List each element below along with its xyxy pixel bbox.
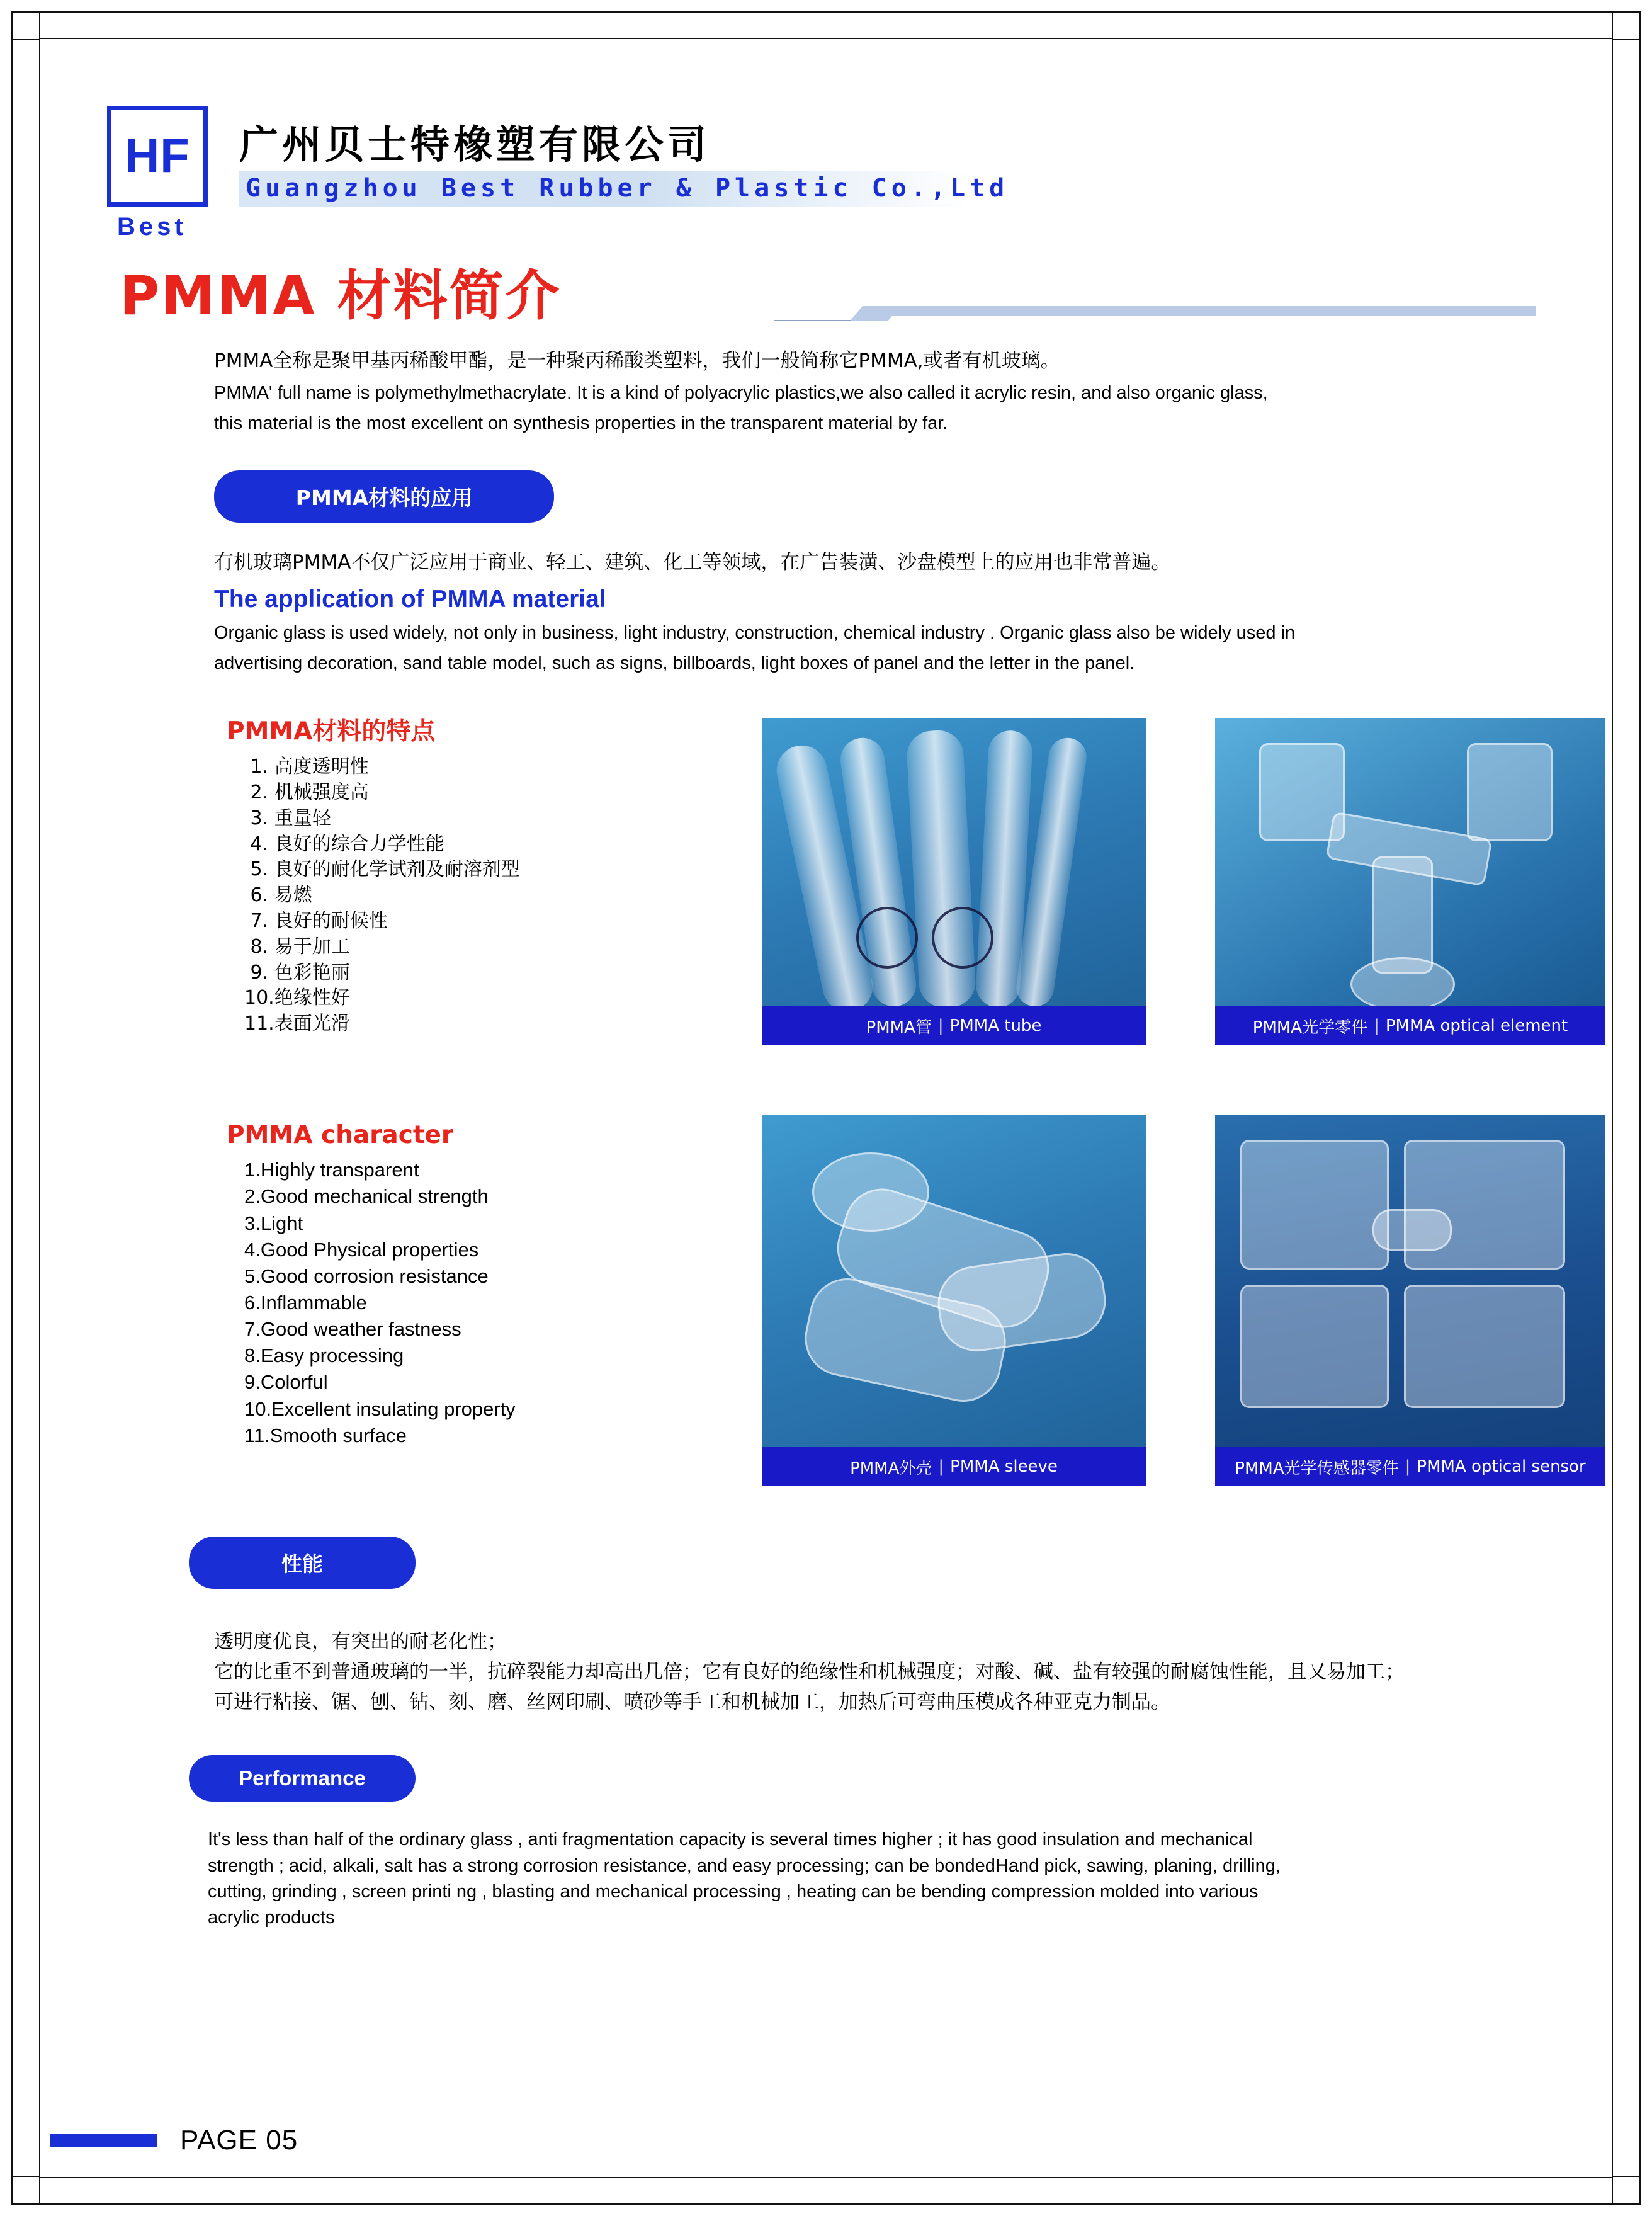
list-item: 6. 易燃 bbox=[244, 884, 312, 907]
caption-divider-icon: | bbox=[937, 1016, 944, 1036]
photo-caption bbox=[762, 1447, 1146, 1486]
list-item: 9.Colorful bbox=[244, 1371, 328, 1394]
performance-en-line4: acrylic products bbox=[208, 1907, 335, 1928]
list-item: 5.Good corrosion resistance bbox=[244, 1264, 489, 1287]
product-photo-pmma-tube bbox=[762, 718, 1146, 1045]
list-item: 4. 良好的综合力学性能 bbox=[244, 832, 444, 855]
photo-caption-en: PMMA optical sensor bbox=[1417, 1457, 1586, 1477]
photo-caption-en: PMMA optical element bbox=[1385, 1016, 1568, 1036]
crop-mark-bottom-right bbox=[1612, 2176, 1641, 2205]
logo-subtitle: Best bbox=[117, 213, 187, 241]
character-list-en bbox=[227, 1157, 718, 1449]
photo-caption-cn: PMMA外壳 bbox=[850, 1458, 932, 1478]
photo-caption bbox=[762, 1006, 1146, 1045]
crop-mark-top-right bbox=[1612, 11, 1641, 40]
list-item: 6.Inflammable bbox=[244, 1291, 367, 1314]
page-title: PMMA 材料简介 bbox=[120, 264, 562, 327]
list-item: 9. 色彩艳丽 bbox=[244, 961, 350, 984]
photo-caption bbox=[1215, 1006, 1605, 1045]
character-list-cn bbox=[227, 754, 718, 1037]
document-content bbox=[94, 76, 1586, 1931]
list-item: 8. 易于加工 bbox=[244, 935, 350, 958]
list-item: 7.Good weather fastness bbox=[244, 1318, 461, 1341]
list-item: 10.绝缘性好 bbox=[244, 987, 350, 1009]
character-heading-cn: PMMA材料的特点 bbox=[227, 717, 436, 746]
performance-en-line2: strength ; acid, alkali, salt has a strong corrosion resistance, and easy processing; can be bondedHand pick, sawing, planing, drilling, bbox=[208, 1855, 1281, 1876]
performance-cn-line3: 可进行粘接、锯、刨、钻、刻、磨、丝网印刷、喷砂等手工和机械加工，加热后可弯曲压模成各种亚克力制品。 bbox=[214, 1691, 1170, 1714]
list-item: 1. 高度透明性 bbox=[244, 756, 369, 778]
application-paragraph-en-line2: advertising decoration, sand table model, such as signs, billboards, light boxes of panel and the letter in the panel. bbox=[214, 653, 1135, 674]
performance-badge-cn: 性能 bbox=[189, 1537, 416, 1589]
list-item: 2.Good mechanical strength bbox=[244, 1185, 489, 1208]
caption-divider-icon: | bbox=[1374, 1016, 1379, 1036]
application-badge: PMMA材料的应用 bbox=[214, 470, 554, 523]
intro-paragraph-cn: PMMA全称是聚甲基丙稀酸甲酯，是一种聚丙稀酸类塑料，我们一般简称它PMMA,或者有机玻璃。 bbox=[214, 349, 1060, 372]
list-item: 3. 重量轻 bbox=[244, 807, 331, 829]
title-decorative-rule bbox=[774, 306, 1536, 322]
caption-divider-icon: | bbox=[1405, 1457, 1411, 1477]
features-and-photos bbox=[94, 712, 1586, 1537]
performance-cn-line1: 透明度优良，有突出的耐老化性； bbox=[214, 1630, 507, 1654]
intro-paragraph-en-line1: PMMA' full name is polymethylmethacrylate. It is a kind of polyacrylic plastics,we also called it acrylic resin, and also organic glass, bbox=[214, 382, 1268, 403]
list-item: 3.Light bbox=[244, 1212, 303, 1234]
page-title-row bbox=[94, 252, 1561, 346]
company-name-cn: 广州贝士特橡塑有限公司 bbox=[239, 122, 711, 168]
photo-caption-en: PMMA sleeve bbox=[950, 1457, 1058, 1477]
company-logo-icon bbox=[107, 106, 208, 207]
list-item: 11.表面光滑 bbox=[244, 1013, 350, 1035]
caption-divider-icon: | bbox=[938, 1457, 944, 1477]
application-paragraph-en-line1: Organic glass is used widely, not only in business, light industry, construction, chemical industry . Organic glass also be widely used in bbox=[214, 623, 1296, 644]
performance-cn-line2: 它的比重不到普通玻璃的一半，抗碎裂能力却高出几倍；它有良好的绝缘性和机械强度；对酸、碱、盐有较强的耐腐蚀性能，且又易加工； bbox=[214, 1661, 1405, 1684]
list-item: 1.Highly transparent bbox=[244, 1159, 419, 1181]
performance-badge-en: Performance bbox=[189, 1755, 416, 1802]
list-item: 5. 良好的耐化学试剂及耐溶剂型 bbox=[244, 858, 520, 881]
list-item: 8.Easy processing bbox=[244, 1344, 404, 1367]
application-heading-en: The application of PMMA material bbox=[214, 586, 606, 613]
list-item: 7. 良好的耐候性 bbox=[244, 909, 388, 932]
company-name-en: Guangzhou Best Rubber & Plastic Co.,Ltd bbox=[246, 174, 1009, 203]
product-photo-pmma-optical-element bbox=[1215, 718, 1605, 1045]
crop-mark-bottom-left bbox=[11, 2176, 40, 2205]
photo-caption bbox=[1215, 1447, 1605, 1486]
page-footer bbox=[50, 2125, 298, 2156]
photo-caption-cn: PMMA光学传感器零件 bbox=[1235, 1458, 1399, 1478]
page-number: PAGE 05 bbox=[180, 2125, 298, 2156]
list-item: 2. 机械强度高 bbox=[244, 781, 369, 804]
character-cn-block bbox=[227, 712, 718, 1037]
footer-rule-icon bbox=[50, 2134, 157, 2147]
photo-caption-en: PMMA tube bbox=[949, 1016, 1042, 1036]
performance-en-line1: It's less than half of the ordinary glass , anti fragmentation capacity is several times higher ; it has good insulation and mechanical bbox=[208, 1829, 1253, 1850]
list-item: 4.Good Physical properties bbox=[244, 1238, 479, 1261]
character-heading-en: PMMA character bbox=[227, 1121, 454, 1150]
character-en-block bbox=[227, 1121, 718, 1449]
list-item: 10.Excellent insulating property bbox=[244, 1397, 516, 1420]
document-header bbox=[94, 76, 1561, 241]
photo-caption-cn: PMMA管 bbox=[866, 1018, 932, 1037]
list-item: 11.Smooth surface bbox=[244, 1424, 407, 1446]
product-photo-pmma-optical-sensor bbox=[1215, 1115, 1605, 1486]
crop-mark-top-left bbox=[11, 11, 40, 40]
photo-caption-cn: PMMA光学零件 bbox=[1252, 1018, 1368, 1037]
performance-en-line3: cutting, grinding , screen printi ng , blasting and mechanical processing , heating can be bending compression molded into various bbox=[208, 1881, 1259, 1902]
intro-paragraph-en-line2: this material is the most excellent on synthesis properties in the transparent material by far. bbox=[214, 412, 948, 433]
product-photo-pmma-sleeve bbox=[762, 1115, 1146, 1486]
application-paragraph-cn: 有机玻璃PMMA不仅广泛应用于商业、轻工、建筑、化工等领域，在广告装潢、沙盘模型上的应用也非常普遍。 bbox=[214, 550, 1171, 574]
logo-initials: HF bbox=[125, 129, 190, 183]
